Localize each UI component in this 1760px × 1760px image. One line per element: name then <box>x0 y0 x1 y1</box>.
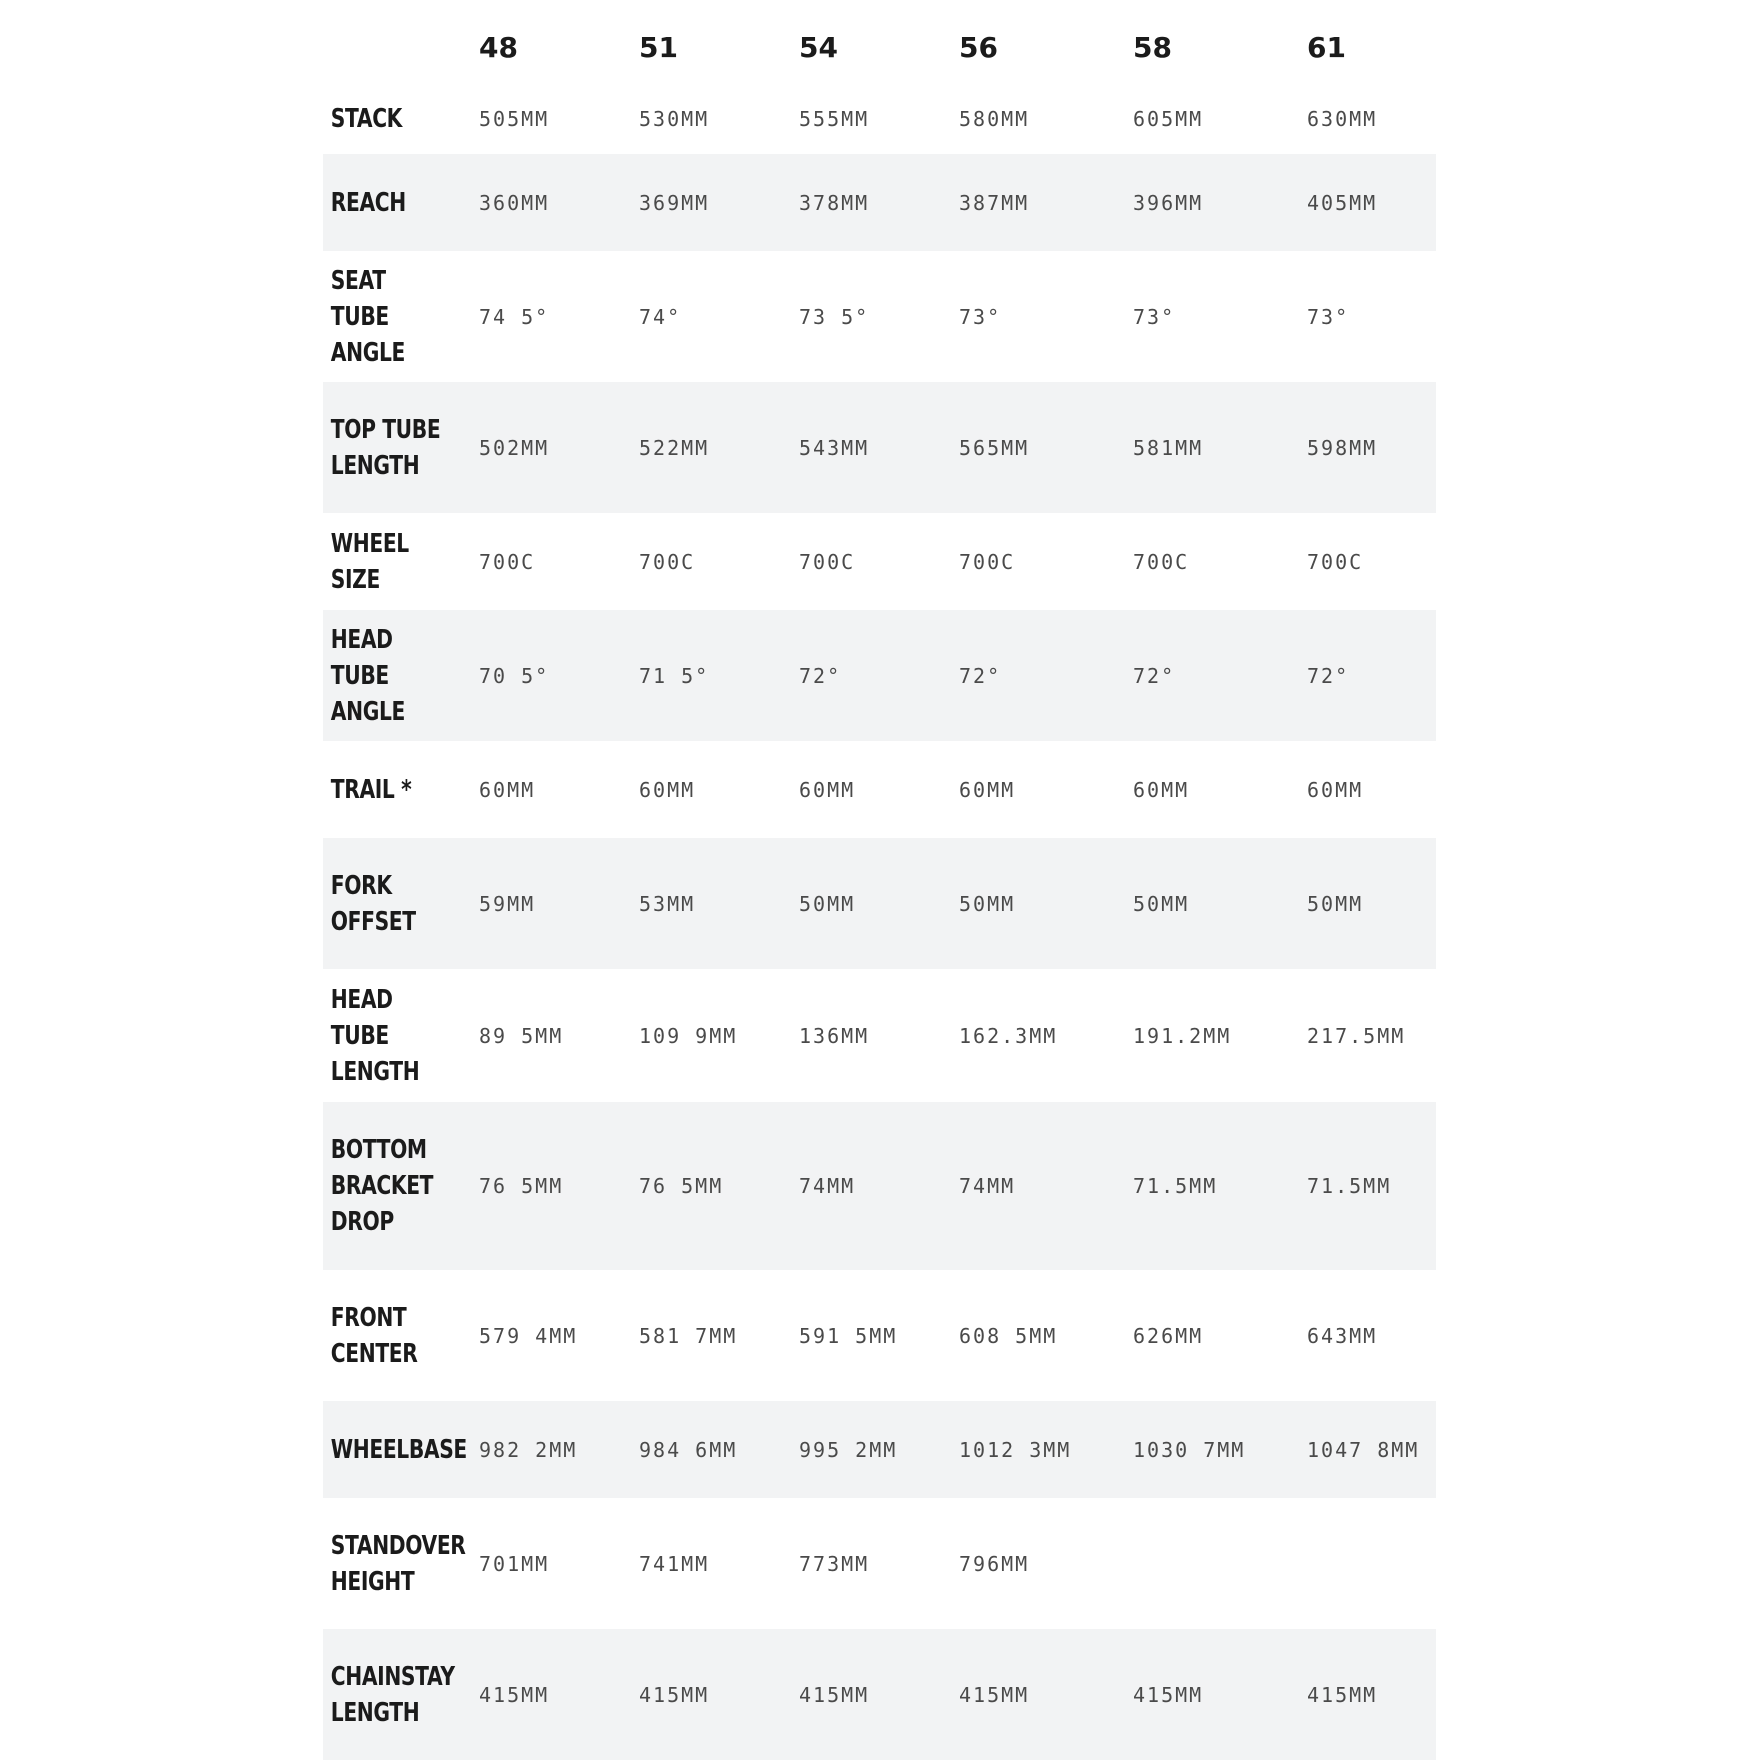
row-label: HEAD TUBE LENGTH <box>330 984 420 1087</box>
table-cell: 136MM <box>799 1023 870 1048</box>
table-cell: 502MM <box>479 435 550 460</box>
row-label: BOTTOM BRACKET DROP <box>330 1135 434 1237</box>
table-cell: 60MM <box>959 777 1016 802</box>
table-cell: 191.2MM <box>1133 1023 1232 1048</box>
size-header: 61 <box>1307 31 1346 64</box>
table-cell: 530MM <box>639 107 710 131</box>
table-cell: 580MM <box>959 107 1030 131</box>
table-cell: 984 6MM <box>639 1437 738 1462</box>
table-row <box>323 741 1436 838</box>
table-cell: 60MM <box>479 777 536 802</box>
table-cell: 369MM <box>639 190 710 215</box>
row-label: STACK <box>330 104 403 134</box>
row-label: TRAIL * <box>330 774 412 805</box>
table-cell: 50MM <box>1307 891 1364 916</box>
table-cell: 415MM <box>1133 1682 1204 1707</box>
table-cell: 73° <box>959 304 1002 329</box>
table-cell: 581MM <box>1133 435 1204 460</box>
table-cell: 543MM <box>799 435 870 460</box>
table-cell: 643MM <box>1307 1323 1378 1348</box>
table-cell: 700C <box>479 549 536 574</box>
table-cell: 60MM <box>799 777 856 802</box>
table-row <box>323 251 1436 382</box>
table-cell: 378MM <box>799 190 870 215</box>
table-cell: 76 5MM <box>479 1174 564 1198</box>
table-cell: 700C <box>639 549 696 574</box>
table-row <box>323 513 1436 610</box>
table-cell: 415MM <box>479 1682 550 1707</box>
table-row <box>323 382 1436 513</box>
table-cell: 73° <box>1133 304 1176 329</box>
table-cell: 162.3MM <box>959 1023 1058 1048</box>
table-cell: 74° <box>639 304 682 329</box>
row-label: FORK OFFSET <box>330 870 416 937</box>
table-cell: 109 9MM <box>639 1023 738 1048</box>
table-row <box>323 84 1436 154</box>
table-cell: 71 5° <box>639 663 710 688</box>
table-cell: 415MM <box>959 1682 1030 1707</box>
table-cell: 591 5MM <box>799 1323 898 1348</box>
table-cell: 630MM <box>1307 107 1378 131</box>
size-header: 58 <box>1133 31 1172 64</box>
table-row <box>323 610 1436 741</box>
table-cell: 700C <box>799 549 856 574</box>
table-row <box>323 1270 1436 1401</box>
table-cell: 605MM <box>1133 107 1204 131</box>
table-cell: 76 5MM <box>639 1174 724 1198</box>
row-label: FRONT CENTER <box>330 1302 418 1369</box>
table-cell: 405MM <box>1307 190 1378 215</box>
row-label: TOP TUBE LENGTH <box>330 414 441 481</box>
table-cell: 72° <box>959 663 1002 688</box>
table-cell: 50MM <box>799 891 856 916</box>
table-cell: 995 2MM <box>799 1437 898 1462</box>
table-row <box>323 1498 1436 1629</box>
table-cell: 796MM <box>959 1551 1030 1576</box>
table-row <box>323 154 1436 251</box>
table-cell: 598MM <box>1307 435 1378 460</box>
table-cell: 74MM <box>959 1174 1016 1198</box>
table-cell: 72° <box>1307 663 1350 688</box>
table-cell: 1030 7MM <box>1133 1437 1246 1462</box>
row-label: WHEELBASE <box>330 1434 467 1465</box>
table-cell: 1012 3MM <box>959 1437 1072 1462</box>
size-header: 54 <box>799 31 838 64</box>
table-cell: 89 5MM <box>479 1023 564 1048</box>
table-row <box>323 1102 1436 1270</box>
table-cell: 415MM <box>639 1682 710 1707</box>
table-cell: 60MM <box>1307 777 1364 802</box>
size-header: 48 <box>479 31 518 64</box>
table-cell: 50MM <box>959 891 1016 916</box>
table-cell: 50MM <box>1133 891 1190 916</box>
table-cell: 72° <box>799 663 842 688</box>
table-cell: 73 5° <box>799 304 870 329</box>
table-cell: 74 5° <box>479 304 550 329</box>
table-cell: 555MM <box>799 107 870 131</box>
table-row <box>323 1629 1436 1760</box>
size-header: 51 <box>639 31 678 64</box>
row-label: HEAD TUBE ANGLE <box>330 624 405 727</box>
table-cell: 700C <box>1307 549 1364 574</box>
size-header: 56 <box>959 31 998 64</box>
table-cell: 1047 8MM <box>1307 1437 1420 1462</box>
row-label: WHEEL SIZE <box>330 528 409 595</box>
table-cell: 73° <box>1307 304 1350 329</box>
table-row <box>323 1401 1436 1498</box>
table-cell: 60MM <box>639 777 696 802</box>
table-cell: 608 5MM <box>959 1323 1058 1348</box>
row-label: SEAT TUBE ANGLE <box>330 265 405 368</box>
row-label: STANDOVER HEIGHT <box>330 1530 466 1597</box>
table-cell: 53MM <box>639 891 696 916</box>
table-cell: 71.5MM <box>1133 1174 1218 1198</box>
table-cell: 700C <box>959 549 1016 574</box>
table-cell: 217.5MM <box>1307 1023 1406 1048</box>
table-cell: 70 5° <box>479 663 550 688</box>
table-cell: 579 4MM <box>479 1323 578 1348</box>
row-label: REACH <box>330 187 406 218</box>
table-cell: 626MM <box>1133 1323 1204 1348</box>
table-cell: 701MM <box>479 1551 550 1576</box>
table-cell: 360MM <box>479 190 550 215</box>
size-header-row <box>323 0 1436 84</box>
table-cell: 396MM <box>1133 190 1204 215</box>
table-cell: 522MM <box>639 435 710 460</box>
table-row <box>323 838 1436 969</box>
row-label: CHAINSTAY LENGTH <box>330 1661 455 1728</box>
table-cell: 59MM <box>479 891 536 916</box>
table-cell: 60MM <box>1133 777 1190 802</box>
table-cell: 387MM <box>959 190 1030 215</box>
table-cell: 741MM <box>639 1551 710 1576</box>
table-cell: 74MM <box>799 1174 856 1198</box>
table-cell: 415MM <box>1307 1682 1378 1707</box>
table-cell: 415MM <box>799 1682 870 1707</box>
table-cell: 581 7MM <box>639 1323 738 1348</box>
table-cell: 505MM <box>479 107 550 131</box>
table-cell: 565MM <box>959 435 1030 460</box>
table-cell: 982 2MM <box>479 1437 578 1462</box>
table-cell: 700C <box>1133 549 1190 574</box>
table-cell: 773MM <box>799 1551 870 1576</box>
geometry-table <box>323 0 1436 1760</box>
table-row <box>323 969 1436 1102</box>
table-cell: 71.5MM <box>1307 1174 1392 1198</box>
table-cell: 72° <box>1133 663 1176 688</box>
